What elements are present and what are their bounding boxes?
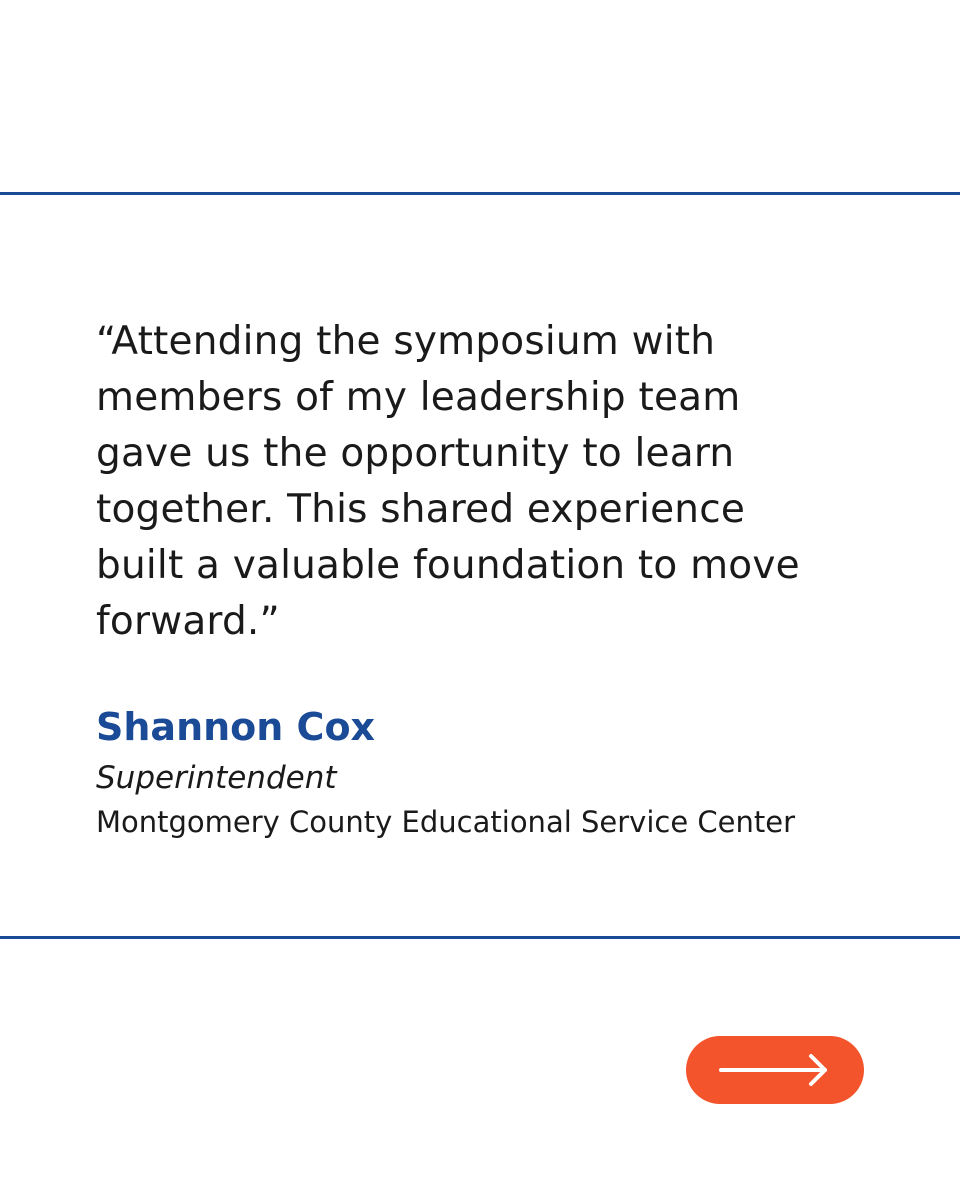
author-name: Shannon Cox: [96, 705, 376, 749]
top-divider: [0, 192, 960, 195]
bottom-divider: [0, 936, 960, 939]
testimonial-quote: [96, 314, 896, 650]
quote-line: members of my leadership team: [96, 375, 741, 420]
arrow-right-icon: [719, 1050, 831, 1090]
quote-line: forward.”: [96, 599, 280, 644]
attribution: [96, 700, 916, 842]
author-title: Superintendent: [96, 760, 337, 796]
quote-line: together. This shared experience: [96, 487, 746, 532]
quote-line: “Attending the symposium with: [96, 319, 716, 364]
quote-line: built a valuable foundation to move: [96, 543, 800, 588]
quote-line: gave us the opportunity to learn: [96, 431, 735, 476]
next-button[interactable]: [686, 1036, 864, 1104]
author-organization: Montgomery County Educational Service Center: [96, 805, 795, 839]
